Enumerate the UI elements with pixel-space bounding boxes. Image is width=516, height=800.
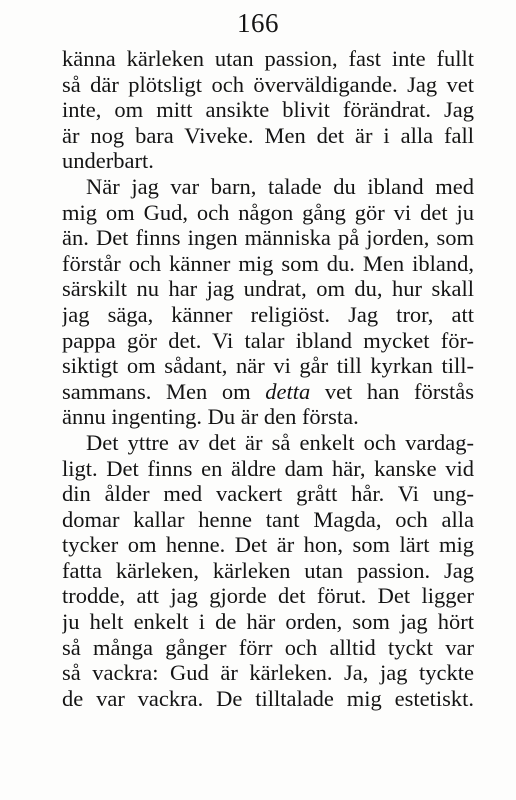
text-line: underbart.: [62, 148, 154, 174]
text-line: än. Det finns ingen människa på jorden, som: [62, 225, 474, 251]
text-line: inte, om mitt ansikte blivit förändrat. Jag: [62, 97, 474, 123]
page-number: 166: [237, 8, 279, 38]
text-segment: vet han förstås: [310, 378, 474, 404]
text-line: fatta kärleken, kärleken utan passion. Jag: [62, 557, 474, 583]
text-line: så där plötsligt och överväldigande. Jag vet: [62, 71, 474, 97]
text-line: så många gånger förr och alltid tyckt var: [62, 634, 474, 660]
text-line: särskilt nu har jag undrat, om du, hur skall: [62, 276, 474, 302]
text-line: trodde, att jag gjorde det förut. Det ligger: [62, 583, 474, 609]
text-line-with-emphasis: [62, 379, 474, 405]
emphasized-word: detta: [265, 378, 311, 404]
text-line: förstår och känner mig som du. Men ibland,: [62, 250, 474, 276]
text-line: Det yttre av det är så enkelt och vardag-: [86, 429, 474, 455]
text-line: känna kärleken utan passion, fast inte fullt: [62, 46, 474, 71]
text-segment: sammans. Men om: [62, 378, 266, 404]
text-line: ännu ingenting. Du är den första.: [62, 404, 359, 430]
paragraph-1: [62, 46, 474, 174]
text-line: är nog bara Viveke. Men det är i alla fall: [62, 122, 474, 148]
paragraph-3: [62, 430, 474, 712]
text-line: mig om Gud, och någon gång gör vi det ju: [62, 199, 474, 225]
text-line: pappa gör det. Vi talar ibland mycket för-: [62, 327, 474, 353]
text-line: de var vackra. De tilltalade mig estetiskt.: [62, 685, 474, 711]
text-line: ju helt enkelt i de här orden, som jag hört: [62, 609, 474, 635]
text-line: tycker om henne. Det är hon, som lärt mig: [62, 532, 474, 558]
paragraph-2: [62, 174, 474, 430]
text-line: domar kallar henne tant Magda, och alla: [62, 506, 474, 532]
body-text: [62, 46, 474, 711]
text-line: När jag var barn, talade du ibland med: [86, 173, 474, 199]
text-line: din ålder med vackert grått hår. Vi ung-: [62, 481, 474, 507]
text-line: siktigt om sådant, när vi går till kyrkan till-: [62, 353, 474, 379]
text-line: så vackra: Gud är kärleken. Ja, jag tyckte: [62, 660, 474, 686]
text-line: jag säga, känner religiöst. Jag tror, att: [62, 301, 474, 327]
text-line: ligt. Det finns en äldre dam här, kanske vid: [62, 455, 474, 481]
